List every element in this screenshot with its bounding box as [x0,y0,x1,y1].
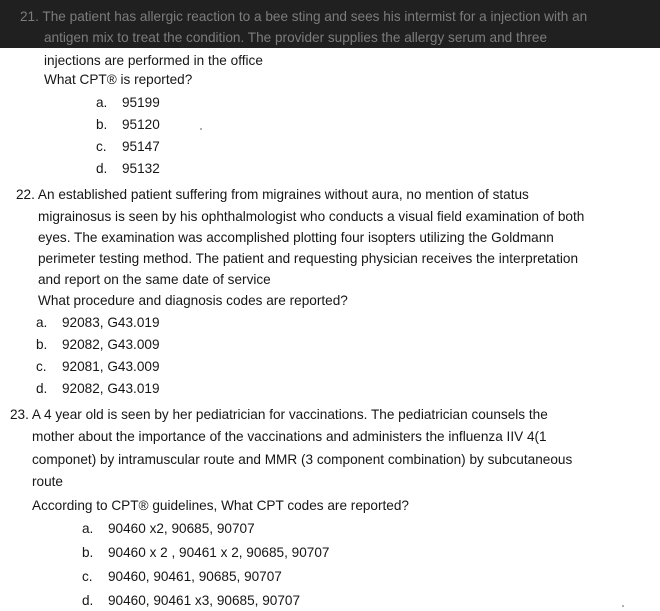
option-letter: c. [96,139,107,154]
question-21-option-c[interactable] [96,138,160,156]
scan-speck [200,128,202,130]
question-22-prompt: What procedure and diagnosis codes are reported? [38,293,348,308]
question-23-option-a[interactable] [82,520,255,538]
option-letter: d. [36,381,48,396]
question-23-line-4: route [32,474,63,489]
option-letter: b. [96,117,108,132]
option-letter: d. [82,593,94,608]
question-21-option-d[interactable] [96,160,160,178]
question-22-option-b[interactable] [36,336,160,354]
question-23-option-b[interactable] [82,544,329,562]
option-text: 95120 [122,117,160,132]
question-23-option-c[interactable] [82,568,282,586]
option-letter: a. [36,315,48,330]
question-22-line-3: eyes. The examination was accomplished plotting four isopters utilizing the Goldmann [38,230,554,245]
option-letter: a. [96,95,108,110]
option-text: 92081, G43.009 [62,359,160,374]
question-23-option-d[interactable] [82,592,300,610]
option-text: 92082, G43.019 [62,381,160,396]
question-22-line-5: and report on the same date of service [38,272,271,287]
question-22-option-d[interactable] [36,380,160,398]
option-letter: c. [36,359,47,374]
option-letter: d. [96,161,108,176]
option-text: 90460 x 2 , 90461 x 2, 90685, 90707 [108,545,330,560]
option-text: 90460 x2, 90685, 90707 [108,521,255,536]
question-21-option-a[interactable] [96,94,160,112]
option-text: 95132 [122,161,160,176]
option-letter: b. [36,337,48,352]
question-22-option-a[interactable] [36,314,160,332]
question-23-line-1: 23. A 4 year old is seen by her pediatrician for vaccinations. The pediatrician counsels the [10,407,548,422]
option-text: 95147 [122,139,160,154]
question-21-line-2: antigen mix to treat the condition. The provider supplies the allergy serum and three [44,30,548,45]
question-21-prompt: What CPT® is reported? [44,72,193,87]
question-23-prompt: According to CPT® guidelines, What CPT codes are reported? [32,498,409,513]
question-22-option-c[interactable] [36,358,160,376]
question-21-line-3: injections are performed in the office [44,53,263,68]
option-text: 90460, 90461 x3, 90685, 90707 [108,593,300,608]
option-text: 95199 [122,95,160,110]
option-letter: b. [82,545,94,560]
question-21-line-1: 21. The patient has allergic reaction to a bee sting and sees his intermist for a injection with an [20,9,588,24]
question-22-line-1: 22. An established patient suffering from migraines without aura, no mention of status [16,187,529,202]
option-text: 92083, G43.019 [62,315,160,330]
option-text: 90460, 90461, 90685, 90707 [108,569,282,584]
option-letter: c. [82,569,93,584]
option-text: 92082, G43.009 [62,337,160,352]
question-23-line-3: componet) by intramuscular route and MMR (3 component combination) by subcutaneous [32,452,573,467]
question-22-line-4: perimeter testing method. The patient and requesting physician receives the interpretation [38,251,579,266]
question-23-line-2: mother about the importance of the vaccinations and administers the influenza IIV 4(1 [32,429,547,444]
question-21-option-b[interactable] [96,116,160,134]
scan-speck [622,605,624,607]
option-letter: a. [82,521,94,536]
question-22-line-2: migrainosus is seen by his ophthalmologist who conducts a visual field examination of both [38,209,585,224]
